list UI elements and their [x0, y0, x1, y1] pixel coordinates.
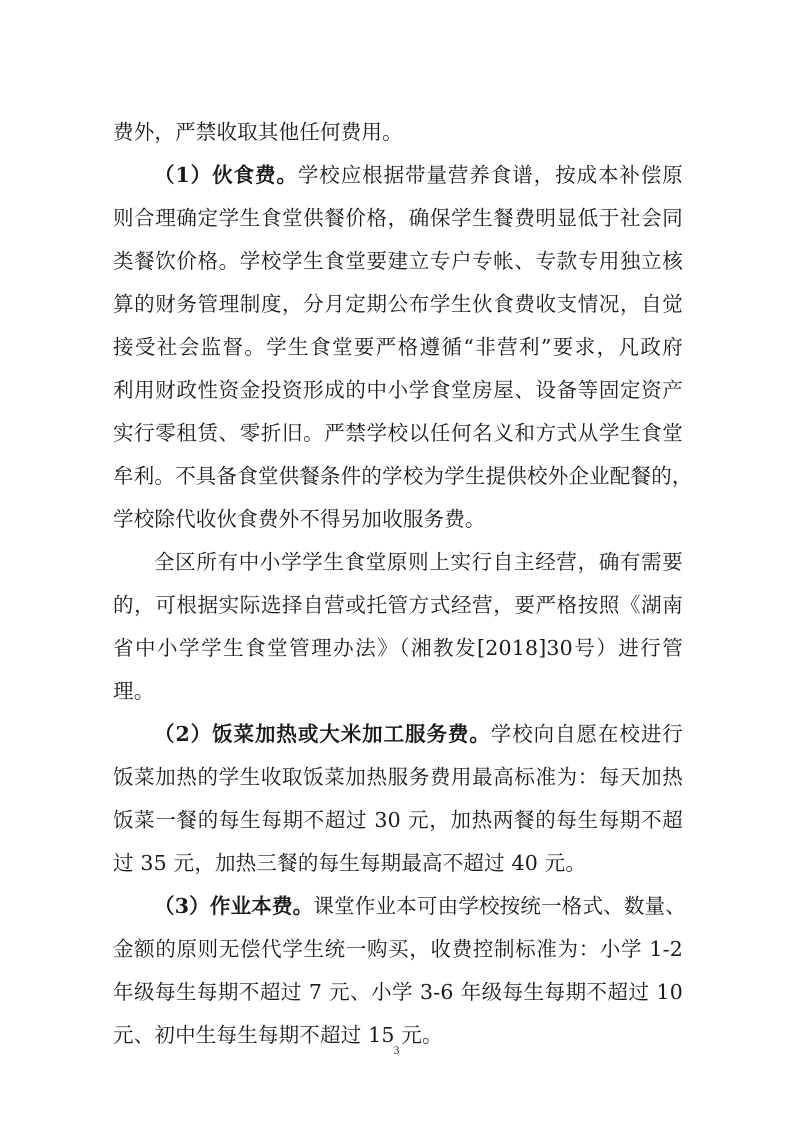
paragraph-line: 则合理确定学生食堂供餐价格，确保学生餐费明显低于社会同: [113, 206, 683, 230]
paragraph-line: 过 35 元，加热三餐的每生每期最高不超过 40 元。: [113, 851, 587, 875]
paragraph-line: 元、初中生每生每期不超过 15 元。: [113, 1023, 443, 1047]
section-1-text: 学校应根据带量营养食谱，按成本补偿原: [297, 163, 683, 187]
paragraph-line: 年级每生每期不超过 7 元、小学 3-6 年级每生每期不超过 10: [113, 980, 683, 1004]
document-body: [113, 114, 693, 1053]
paragraph-line: 的，可根据实际选择自营或托管方式经营，要严格按照《湖南: [113, 593, 683, 617]
paragraph-line: 省中小学学生食堂管理办法》（湘教发[2018]30号）进行管: [113, 636, 683, 660]
section-2-text: 学校向自愿在校进行: [490, 722, 683, 746]
section-2-first-line: [113, 716, 683, 752]
paragraph-line: 接受社会监督。学生食堂要严格遵循“非营利”要求，凡政府: [113, 335, 683, 359]
page-number: 3: [393, 1043, 400, 1057]
paragraph-line: 牟利。不具备食堂供餐条件的学校为学生提供校外企业配餐的，: [113, 464, 693, 488]
paragraph-line: 实行零租赁、零折旧。严禁学校以任何名义和方式从学生食堂: [113, 421, 683, 445]
section-3-text: 课堂作业本可由学校按统一格式、数量、: [313, 894, 686, 918]
paragraph-line: 类餐饮价格。学校学生食堂要建立专户专帐、专款专用独立核: [113, 249, 683, 273]
paragraph-line: 算的财务管理制度，分月定期公布学生伙食费收支情况，自觉: [113, 292, 683, 316]
section-2-heading: （2）饭菜加热或大米加工服务费。: [154, 722, 491, 746]
paragraph-line: 全区所有中小学学生食堂原则上实行自主经营，确有需要: [154, 550, 683, 574]
section-3-heading: （3）作业本费。: [154, 894, 314, 918]
paragraph-line: 利用财政性资金投资形成的中小学食堂房屋、设备等固定资产: [113, 378, 683, 402]
section-1-first-line: [113, 157, 683, 193]
paragraph-line: 学校除代收伙食费外不得另加收服务费。: [113, 507, 486, 531]
section-1-heading: （1）伙食费。: [154, 163, 298, 187]
paragraph-line: 金额的原则无偿代学生统一购买，收费控制标准为：小学 1-2: [113, 937, 683, 961]
paragraph-line: 理。: [113, 679, 155, 703]
paragraph-line: 饭菜一餐的每生每期不超过 30 元，加热两餐的每生每期不超: [113, 808, 683, 832]
section-3-first-line: [113, 888, 686, 924]
paragraph-line: 费外，严禁收取其他任何费用。: [113, 120, 403, 144]
paragraph-line: 饭菜加热的学生收取饭菜加热服务费用最高标准为：每天加热: [113, 765, 683, 789]
